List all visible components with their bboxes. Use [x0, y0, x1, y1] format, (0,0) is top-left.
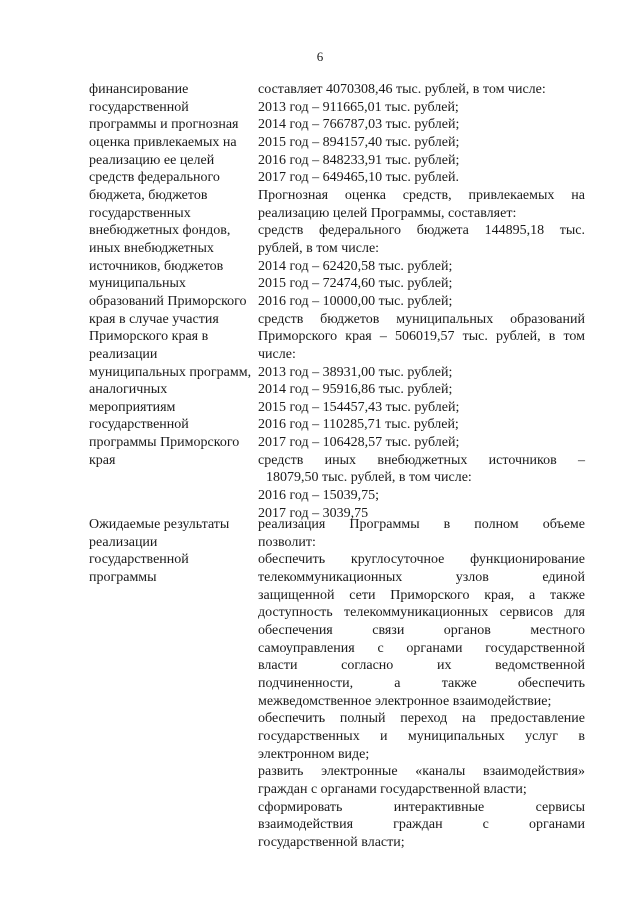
- row-content: [258, 81, 585, 522]
- label-line: аналогичных: [89, 382, 168, 398]
- paragraph-line: электронном виде;: [258, 746, 370, 762]
- label-line: бюджета, бюджетов: [89, 187, 208, 203]
- label-line: государственной: [89, 99, 189, 115]
- label-line: государственной: [89, 417, 189, 433]
- label-line: государственных: [89, 205, 191, 221]
- paragraph-line: реализацию целей Программы, составляет:: [258, 205, 517, 221]
- label-line: программы: [89, 569, 157, 585]
- label-line: образований Приморского: [89, 293, 247, 309]
- paragraph-line: обеспечить круглосуточное функционирование: [258, 552, 585, 568]
- content-line: 2016 год – 15039,75;: [258, 488, 380, 504]
- paragraph-line: средств иных внебюджетных источников –: [258, 452, 585, 468]
- paragraph-line: подчиненности, а также обеспечить: [258, 675, 585, 691]
- content-line: 2015 год – 154457,43 тыс. рублей;: [258, 399, 460, 415]
- paragraph-line: граждан с органами государственной власти;: [258, 781, 527, 797]
- label-line: реализации: [89, 534, 158, 550]
- label-line: мероприятиям: [89, 399, 176, 415]
- paragraph-line: Приморского края – 506019,57 тыс. рублей, в том: [258, 329, 585, 345]
- label-line: муниципальных программ,: [89, 364, 252, 380]
- content-line: 2017 год – 106428,57 тыс. рублей;: [258, 435, 460, 451]
- label-line: источников, бюджетов: [89, 258, 224, 274]
- label-line: Ожидаемые результаты: [89, 517, 230, 532]
- paragraph-line: 18079,50 тыс. рублей, в том числе:: [266, 470, 472, 486]
- label-line: средств федерального: [89, 170, 220, 186]
- paragraph-line: числе:: [258, 346, 296, 362]
- label-line: реализации: [89, 346, 158, 362]
- row-label: [89, 81, 251, 469]
- label-line: внебюджетных фондов,: [89, 223, 231, 239]
- row-label: [89, 516, 251, 587]
- content-line: 2016 год – 848233,91 тыс. рублей;: [258, 152, 460, 168]
- paragraph-line: доступность телекоммуникационных сервисов для: [258, 605, 585, 621]
- paragraph-line: рублей, в том числе:: [258, 240, 380, 256]
- paragraph-line: средств федерального бюджета 144895,18 тыс.: [258, 223, 585, 239]
- label-line: края в случае участия: [89, 311, 219, 327]
- paragraph-line: Прогнозная оценка средств, привлекаемых на: [258, 187, 585, 203]
- page-number: 6: [316, 49, 324, 64]
- label-line: оценка привлекаемых на: [89, 134, 237, 150]
- paragraph-line: государственной власти;: [258, 834, 405, 850]
- content-line: составляет 4070308,46 тыс. рублей, в том числе:: [258, 82, 546, 97]
- paragraph-line: развить электронные «каналы взаимодействия»: [258, 764, 585, 780]
- row-content: [258, 516, 585, 851]
- paragraph-line: позволит:: [258, 534, 316, 550]
- content-line: 2015 год – 72474,60 тыс. рублей;: [258, 276, 453, 292]
- content-line: 2014 год – 95916,86 тыс. рублей;: [258, 382, 453, 398]
- label-line: финансирование: [89, 82, 189, 97]
- paragraph-line: межведомственное электронное взаимодействие;: [258, 693, 552, 709]
- label-line: программы Приморского: [89, 435, 240, 451]
- paragraph-line: сформировать интерактивные сервисы: [258, 799, 585, 815]
- paragraph-line: реализация Программы в полном объеме: [258, 517, 585, 532]
- paragraph-line: телекоммуникационных узлов единой: [258, 569, 585, 585]
- content-line: 2017 год – 3039,75: [258, 505, 369, 521]
- content-line: 2013 год – 911665,01 тыс. рублей;: [258, 99, 459, 115]
- label-line: программы и прогнозная: [89, 117, 239, 133]
- paragraph-line: защищенной сети Приморского края, а также: [258, 587, 585, 603]
- content-line: 2014 год – 62420,58 тыс. рублей;: [258, 258, 453, 274]
- content-line: 2016 год – 10000,00 тыс. рублей;: [258, 293, 453, 309]
- paragraph-line: взаимодействия граждан с органами: [258, 817, 585, 833]
- label-line: Приморского края в: [89, 329, 209, 345]
- label-line: иных внебюджетных: [89, 240, 214, 256]
- label-line: муниципальных: [89, 276, 186, 292]
- content-line: 2013 год – 38931,00 тыс. рублей;: [258, 364, 453, 380]
- paragraph-line: средств бюджетов муниципальных образований: [258, 311, 585, 327]
- content-line: 2014 год – 766787,03 тыс. рублей;: [258, 117, 460, 133]
- paragraph-line: власти согласно их ведомственной: [258, 658, 585, 674]
- paragraph-line: государственных и муниципальных услуг в: [258, 728, 585, 744]
- content-line: 2016 год – 110285,71 тыс. рублей;: [258, 417, 459, 433]
- paragraph-line: обеспечить полный переход на предоставление: [258, 711, 585, 727]
- content-line: 2015 год – 894157,40 тыс. рублей;: [258, 134, 460, 150]
- label-line: государственной: [89, 552, 189, 568]
- paragraph-line: обеспечения связи органов местного: [258, 622, 585, 638]
- paragraph-line: самоуправления с органами государственной: [258, 640, 585, 656]
- label-line: края: [89, 452, 116, 468]
- label-line: реализацию ее целей: [89, 152, 215, 168]
- content-line: 2017 год – 649465,10 тыс. рублей.: [258, 170, 459, 186]
